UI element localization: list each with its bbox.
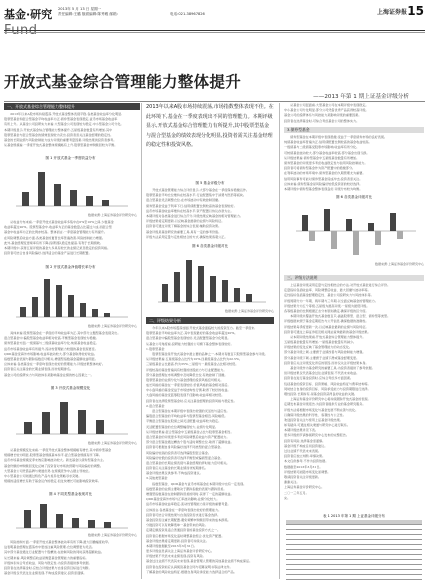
chart-3-bar xyxy=(42,412,50,434)
issue-date: 2013年 5 月 13 日 星期一 xyxy=(58,7,102,11)
mid-text-1: 开放式基金管理能力综合评价显示,大部分基金在一季度保持稳健运作。 股票型基金平均仓位维持在较高水平,行业配置集中于消费与医药等板块。 混合型基金灵活调整仓位,在市场波动中有效控制回撤。 债券型基金受益于利率下行,信用债配置比例较高的基金表现较好。 货币市场基金收益率维持在较高水平,资产配置以协议存款为主。 本期评级对各类基金进行综合打分,评级结果反映基金的相对管理能力。 评级结果将定期更新,以反映基金最新的业绩与风险特征。 投资者可通过评级了解基金的综合表现,辅助投资决策。 基金评级是基金研究的重要工具,具有一定的参考价值。 评级方法采用定量与定性相结合的方式,确保结果客观公正。 xyxy=(146,188,250,239)
headline-rule xyxy=(4,101,425,102)
chart-4-source: 数据来源:上海证券基金评价研究中心 xyxy=(87,533,137,537)
chart-right-source: 数据来源:上海证券基金评价研究中心 xyxy=(374,262,424,266)
chart-6-bar xyxy=(162,284,168,302)
right-text-0: 从基金公司层面看,大型基金公司在本期评级中表现稳定。 中小基金公司分化明显,部分公司凭借优秀产品获得较高评级。 基金公司的投研体系与风控能力是影响评级的重要因素。 投资者在选择基金时,可综合考虑基金公司的整体实力。 xyxy=(284,103,369,123)
chart-4-bar xyxy=(72,518,79,528)
table-title: 表 1 2013 年第 1 期 上证基金评级分布 xyxy=(322,514,386,518)
page-number: 15 xyxy=(407,4,424,18)
chart-3-source: 数据来源:上海证券基金评价研究中心 xyxy=(87,441,137,445)
chart-right-bar xyxy=(390,213,396,231)
left-text-2: 从收益分布来看,一季度开放式基金收益率多集中在0%至10%之间,少数基金 收益率超过20%。股票型基金中,收益率为正的基金数量占比超过六成,而混合型 基金中收益率为正的比例亦较高。整体而言,一季度基金管理能力有所提升。 在风险调整后收益方面,各类基金的夏普比率普遍改善,风险控制能力增强。 此外,基金经理变更频率有所下降,投研团队稳定性提高,有利于长期绩效。 本期评级中,获得五星评级的基金大多具有较长的业绩记录及稳定的投资风格。 投资者可结合自身风险偏好,选择适合的基金产品进行长期配置。 xyxy=(4,220,114,256)
chart-right-bar xyxy=(353,231,359,255)
chart-1-bar xyxy=(38,172,45,206)
chart-right-title: 图 6 各类基金评级对比 xyxy=(336,195,372,199)
table-row xyxy=(286,575,422,580)
phone-line: 电话:021-38967826 xyxy=(170,12,205,16)
chart-1-bar xyxy=(70,190,77,206)
chart-6 xyxy=(152,250,268,308)
chart-2-bar xyxy=(32,297,38,317)
chart-2-title: 图 2 开放式基金净值增长率分布 xyxy=(45,265,96,269)
chart-1 xyxy=(10,162,130,212)
left-text-4: 从基金规模变化来看,一季度开放式基金整体规模略有增长,其中债券型基金 规模增长较为明显,股票型基金规模基本持平,混合型基金规模有所下降。 货币市场基金规模受季末效应影响波动较大。新发基金以债券型基金为主。 基金份额的申购赎回变化反映了投资者对市场的预期与风险偏好的调整。 大型基金公司凭借品牌与渠道优势,在规模竞争中占据主导地位。 中小型基金公司则通过特色产品与差异化策略寻求突破。 规模的适度增长有助于基金运作的稳定,但过快增长可能影响投资效率。 xyxy=(4,448,112,484)
chart-6-bar xyxy=(186,260,192,302)
chart-2-bar xyxy=(68,295,74,317)
chart-3-bar xyxy=(96,420,104,434)
chart-right xyxy=(290,201,418,261)
chart-6-bar xyxy=(210,276,216,302)
pull-quote: 2013年以来A股市场持续震荡,市场指数整体表现不佳。在此环境下,基金在一季度表现出不同的管理能力。本期评级显示,开放式基金综合管理能力有所提升,其中股票型基金与混合型基金的绩效表现分化明显,投资者需关注基金经理的稳定性和投资风格。 xyxy=(146,104,274,149)
chart-4-bar xyxy=(104,522,111,528)
chart-3-bar xyxy=(24,422,32,434)
column-divider xyxy=(279,103,280,579)
chart-right-bar xyxy=(346,219,352,231)
headline: 开放式基金综合管理能力整体提升 xyxy=(4,73,242,91)
left-text-1: 2013年以来A股市场持续震荡,开放式基金整体表现平稳,各类基金收益率分化明显, 股票型基金和混合型基金平均收益率为正,债券型基金表现稳定,货币市场基金收益率 有所上升。从基金公司投研实力来看,大型基金公司表现较为稳定,中小型基金公司分化。 本期评级显示,开放式基金综合管理能力整体提升,五星级基金数量有所增加,其中 股票型基金与混合型基金的绩效表现较为突出,投资者需关注基金经理的稳定性。 基金的长期业绩与风险控制能力成为评级的重要考量因素,评级结果供投资者参考。 从基金规模看,一季度开放式基金整体规模略有上升,股票型基金申购赎回较为平衡。 xyxy=(4,112,124,148)
chart-2-bar xyxy=(44,279,50,317)
left-text-5: 风险控制方面,一季度开放式基金整体波动率有所下降,最大回撤幅度收窄。 这表明基金经理在震荡市中更加注重风险管理,仓位调整更为灵活。 其中部分基金通过行业配置与个股精选,在控制风险的同时获得超额收益。 从长期来看,风险调整后收益是衡量基金管理能力的重要指标。 评级体系综合考虑收益、风险与稳定性,为投资者提供参考依据。 投资者在选择基金时,应结合评级结果与自身投资目标进行判断。 基金评级仅代表过往业绩表现,不构成投资建议,投资需谨慎。 xyxy=(4,540,112,576)
header-rule xyxy=(4,30,425,31)
chart-6-bar xyxy=(174,272,180,302)
chart-2-source: 数据来源:上海证券基金评价研究中心 xyxy=(87,324,137,328)
chart-2 xyxy=(10,271,130,323)
chart-3-title: 图 3 开放式基金规模变化 xyxy=(50,386,91,390)
chart-6-bar xyxy=(222,280,228,302)
chart-4-bar xyxy=(40,504,47,528)
section-title xyxy=(4,6,52,38)
subheadline: ——2013 年第 1 期上证基金评级分析 xyxy=(313,94,409,100)
chart-3-bar xyxy=(60,402,68,434)
chart-4-title: 图 4 不同类型基金表现对比 xyxy=(49,492,92,496)
right-text-1: 债券型基金在本期评级中表现稳健,受益于一季度债券市场的良好表现。 纯债基金收益率普遍为正,信用债配置比例较高的基金收益较高。 一级债基与二级债基受股票市场影响,收益率有所分化。 可转债基金波动较大,部分基金收益率较高,部分基金出现亏损。 从评级结果看,债券型基金中五星级基金数量有所增加。 债券型基金的评级更多考虑收益稳定性与信用风险控制能力。 投资者可将债券型基金作为资产配置中的稳健部分。 在利率波动的市场环境中,债券型基金的久期管理尤为重要。 信用风险事件可能对债券型基金造成冲击,投资者需关注。 总体来看,债券型基金是风险偏好较低投资者的较好选择。 本期评级中债券型基金整体表现良好,评级分布较为均衡。 xyxy=(284,135,388,191)
chart-right-bar xyxy=(375,231,381,245)
chart-1-bar xyxy=(54,184,61,206)
chart-4-bar xyxy=(56,514,63,528)
section-bar-right-2: 三、评级方法说明 xyxy=(284,275,424,281)
rating-table xyxy=(286,520,422,580)
left-text-3: 具体来看,股票型基金在一季度的平均收益率为正,其中部分主题型基金表现突出。 混合型基金中,偏股型基金收益率相对较高,平衡型基金表现较为稳健。 债券型基金方面,一级债基与二级债基收益率分化,纯债基金收益稳定。 货币市场基金收益率有所提升,流动性管理能力较强的基金表现更佳。 QDII基金受海外市场影响,收益率波动较大,部分基金取得较好收益。 指数型基金表现与跟踪指数密切相关,增强型指数基金超额收益明显。 总体来看,各类基金在一季度均表现出较好的管理能力,评级结果整体向好。 投资者应关注基金的长期业绩表现,而非短期排名。 基金公司的投研实力与风控体系是影响基金业绩的核心因素之一。 xyxy=(4,331,121,377)
section-bar-mid: 二、评级结果分析 xyxy=(146,317,274,324)
column-divider xyxy=(141,103,142,579)
chart-1-bar xyxy=(102,200,109,206)
chart-right-bar xyxy=(368,223,374,231)
chart-right-bar xyxy=(309,231,315,241)
chart-1-source: 数据来源:上海证券基金评价研究中心 xyxy=(87,213,137,217)
chart-6-bar xyxy=(198,266,204,302)
chart-6-bar xyxy=(234,288,240,302)
chart-6-source: 数据来源:上海证券基金评价研究中心 xyxy=(224,309,274,313)
chart-2-bar xyxy=(104,313,110,317)
chart-2-bar xyxy=(92,309,98,317)
newspaper-name: 上海证券报 xyxy=(376,9,407,16)
chart-right-bar xyxy=(302,215,308,231)
header-rule-thin xyxy=(4,32,425,33)
chart-4 xyxy=(10,498,130,532)
editor-line: 责任编辑:王璐 版面编辑:陈秀雅 邮箱: xyxy=(58,12,118,16)
mid-text-2: 今年以来A股市场震荡加剧,开放式基金面临较大的投资压力。截至一季度末, 股票型基金平均收益率为正,其中表现最好的基金收益率超过20%。 混合型基金中偏股型基金表现较好,灵活配置型基金分化明显。 从基金公司角度看,投研能力较强的公司旗下基金整体表现较好。 1.股票型基金 股票型基金是开放式基金中最主要的品种之一,本期共有数百只股票型基金参与评级。 从评级结果看,五星级基金占比约为10%,四星级基金占比约为22.5%。 三星级基金占比最高,约为35%,二星级与一星级基金占比相对较低。 评级较高的基金普遍具有较强的选股能力与行业配置能力。 部分基金经理在市场调整中及时降低仓位,有效控制了回撤。 股票型基金的业绩分化与基金经理的投资风格密切相关。 成长风格的基金在一季度表现较好,价值风格的基金相对落后。 中小盘风格的基金受益于市场结构性行情,取得了较好的收益。 大盘风格的基金受蓝筹股表现不佳影响,收益率相对较低。 投资者在选择股票型基金时,应关注基金经理的投资风格与稳定性。 2.混合型基金 混合型基金在本期评级中表现出较强的灵活性与适应性。 偏股混合型基金的平均收益率与股票型基金相近,风险略低。 平衡混合型基金在股债之间灵活配置,收益率较为稳定。 灵活配置型基金的仓位调整幅度较大,业绩分化明显。 从评级结果看,混合型基金中五星级基金占比与股票型基金相当。 混合型基金的评级更多考虑风险调整后收益与资产配置能力。 部分混合型基金通过精选个股与适时调整仓位,取得了超额收益。 投资者可根据自身风险偏好选择不同类型的混合型基金。 风险偏好较高的投资者可选择偏股型混合基金。 风险偏好较低的投资者可选择平衡型或偏债型混合基金。 混合型基金的长期业绩表现与基金经理的择时能力密切相关。 投资者应关注基金的长期业绩而非短期排名。 基金评级结果仅供参考,不构成投资建议。 3.其他类型基金 指数型基金、QDII基金与货币市场基金在本期评级中也有一定表现。 指数型基金的业绩主要取决于跟踪指数的表现与跟踪误差。 增强型指数基金在控制跟踪误差的同时,获得了一定的超额收益。 QDII基金受海外市场与汇率波动影响,业绩分化较大。 货币市场基金收益率稳定,流动性管理能力是评级的重要考量。 总体而言,各类基金在一季度均表现出较好的管理能力。 投资者可结合评级结果与自身投资需求进行基金选择。 基金投资需注重长期配置,避免频繁申购赎回带来的成本损耗。 分散投资可以有效降低单一基金带来的风险。 定期定额投资是适合普通投资者的基金投资方式之一。 投资者应根据市场变化适时调整基金组合,优化资产配置。 基金评级结果将定期更新,投资者可持续关注。 本期评级数据截至2013年3月31日。 更多评级信息请关注上海证券基金评价研究中心。 评级结果不代表未来业绩表现,投资有风险。 基金过往业绩不代表其未来表现,基金管理人管理的其他基金业绩不构成保证。 投资者在投资前应认真阅读基金合同与招募说明书等法律文件。 了解基金的风险收益特征,根据自身风险承受能力选择适合的产品。 xyxy=(146,326,268,574)
chart-1-bar xyxy=(86,196,93,206)
chart-2-bar xyxy=(20,307,26,317)
chart-3 xyxy=(10,392,130,440)
chart-2-bar xyxy=(56,285,62,317)
chart-2-bar xyxy=(80,303,86,317)
chart-6-title: 图 6 各类基金评级对比 xyxy=(192,244,228,248)
section-bar-right: 3.债券型基金 xyxy=(284,127,424,133)
chart-1-title: 图 1 开放式基金一季度收益分布 xyxy=(45,156,96,160)
masthead-info xyxy=(58,7,278,17)
chart-4-bar xyxy=(24,510,31,528)
chart-4-bar xyxy=(88,520,95,528)
section-bar-left: 一、开放式基金综合管理能力整体提升 xyxy=(4,103,140,110)
section-title-cn: 基金·研究 xyxy=(4,8,53,21)
chart-5-title: 图 5 基金评级分布 xyxy=(195,181,225,185)
chart-right-bar xyxy=(397,231,403,239)
chart-6-bar xyxy=(246,294,252,302)
right-text-2: 上证基金评级采用定量与定性相结合的方法,对开放式基金进行综合评价。 定量指标包括收益率、风险调整后收益、最大回撤与波动率等。 定性指标包括基金经理稳定性、基金公司投研实力与风控体系等。 评级周期分为一年期、两年期与三年期,以全面反映基金的管理能力。 评级结果分为五个等级,五星级为最高评级,一星级为最低评级。 各等级基金的比例根据正态分布原则确定,确保评级的区分度。 本期评级共覆盖开放式基金数百只,涵盖股票型、混合型、债券型等类型。 评级数据来源于基金定期报告与公开信息,确保数据的准确性。 评级结果每季度更新一次,以反映基金最新的业绩与风险特征。 投资者可通过上海证券报及相关网站查询最新的基金评级结果。 从本期评级结果看,开放式基金综合管理能力整体提升。 五星级基金数量有所增加,一星级基金数量有所减少。 评级结果的变化反映了基金管理能力的动态变化。 部分基金评级上调,主要源于业绩改善与风险控制能力增强。 部分基金评级下调,主要源于业绩下滑或基金经理变更。 投资者应关注评级变化背后的原因,而非仅关注评级结果本身。 基金评级作为基金研究的重要工具,为投资者提供了参考依据。 但评级结果仅代表基金过往业绩表现,不代表未来收益。 投资者在进行基金投资时,应综合考虑多方面因素。 包括基金的投资目标、投资策略、风险收益特征与费率结构等。 同时结合自身的投资目标、风险承受能力与投资期限进行选择。 理性投资,长期持有,是基金投资获得良好收益的关键。 上海证券基金评价研究中心将持续跟踪开放式基金的表现。 定期发布基金评级报告,为投资者提供专业的基金研究服务。 评级方法将根据市场变化与基金发展不断完善与优化。 以确保评级结果的科学性、客观性与公正性。 欢迎投资者关注与使用上证基金评级结果。 如有疑问,可通过相关渠道与研究中心进行联系。 本期评级结果详见下表。 更多评级细节请参阅研究中心发布的完整报告。 投资有风险,选择基金需谨慎。 基金评级不构成任何投资建议。 过往业绩不代表未来表现。 投资者应独立判断,审慎决策。 本文仅供参考,不作为投资依据。 数据截至2013年3月31日。 评级结果可能随市场变化而调整。 敬请投资者关注评级更新。 谢谢关注。 上海证券基金评价研究中心。 二〇一三年五月。 完。 xyxy=(284,283,391,500)
chart-right-bar xyxy=(324,209,330,231)
chart-1-bar xyxy=(22,192,29,206)
chart-right-bar xyxy=(331,231,337,249)
chart-3-bar xyxy=(78,410,86,434)
